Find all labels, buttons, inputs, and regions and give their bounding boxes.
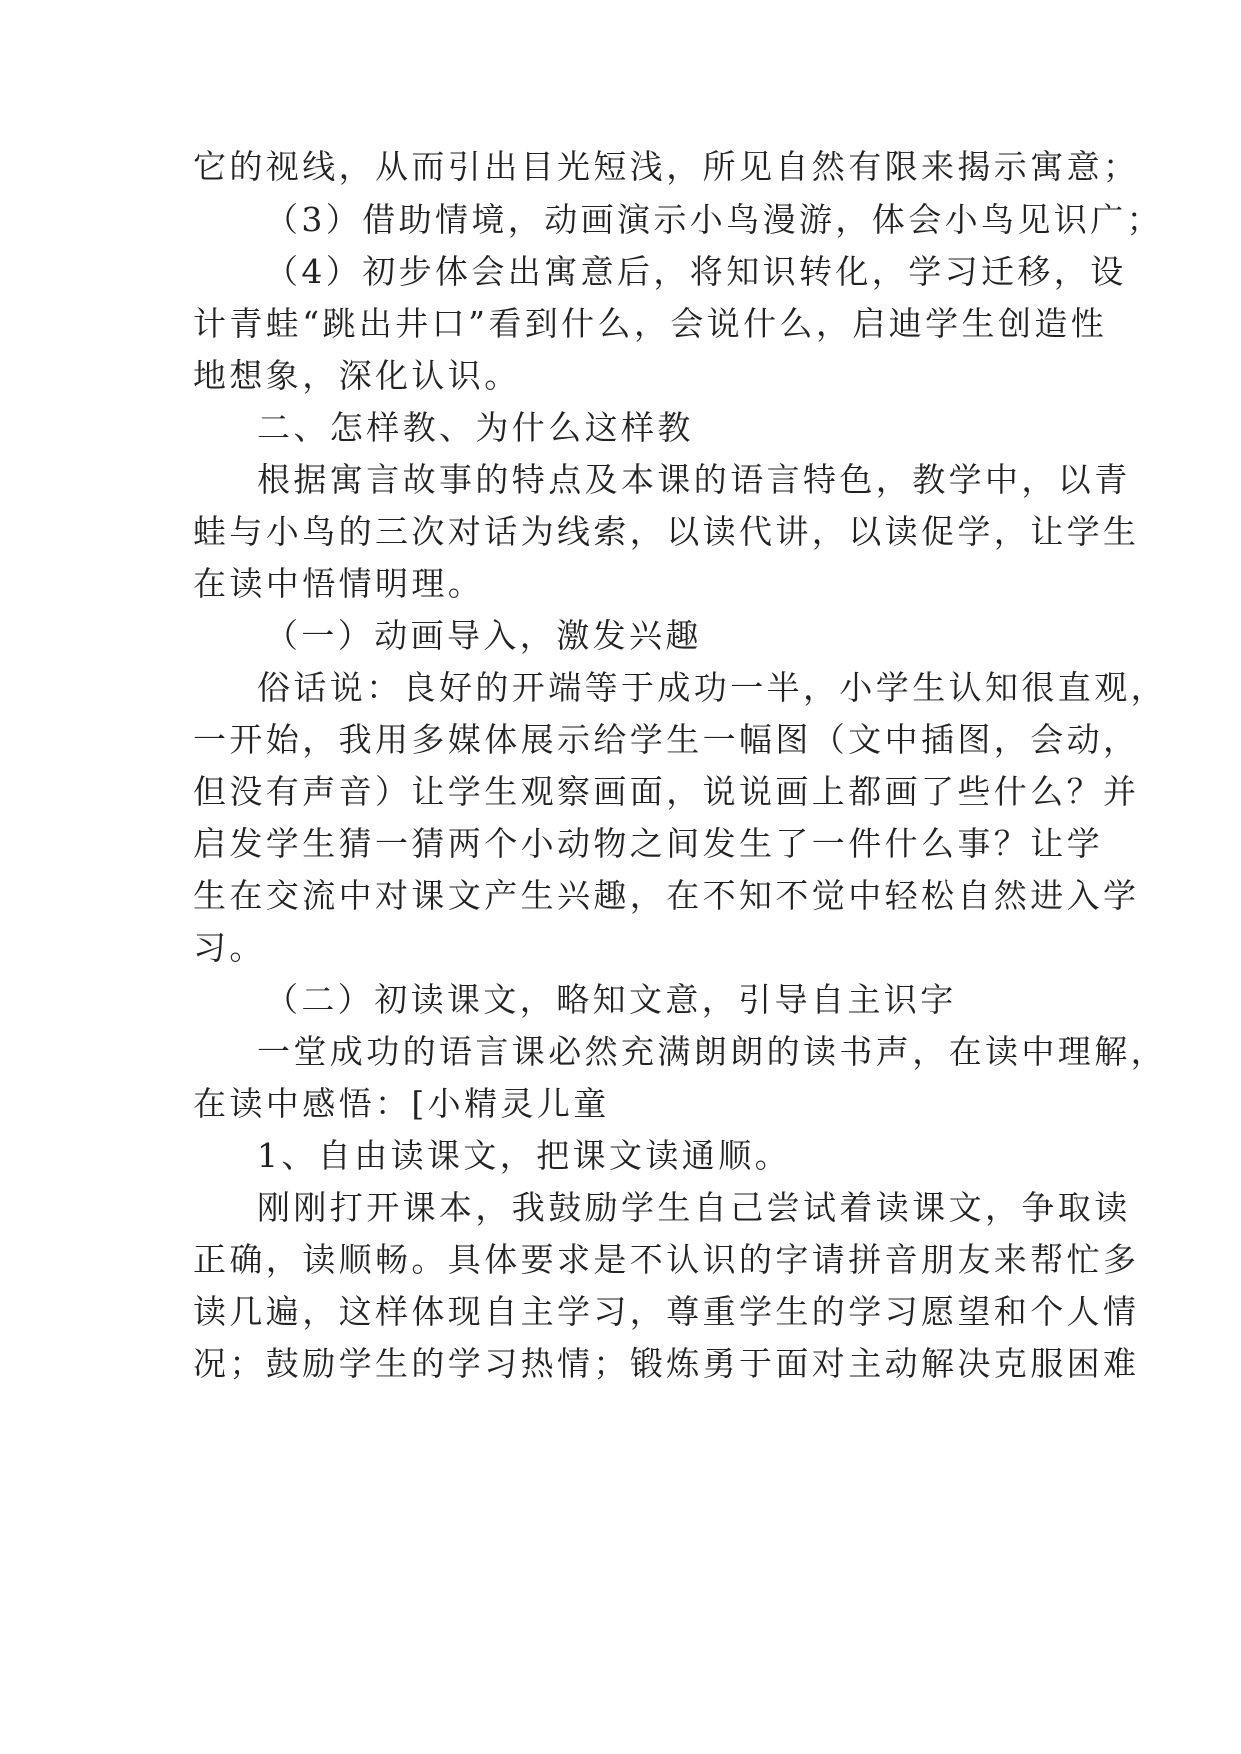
text-line: 地想象，深化认识。 xyxy=(193,356,521,395)
paragraph-start: 一堂成功的语言课必然充满朗朗的读书声，在读中理解， xyxy=(257,1032,1167,1071)
text-line: 习。 xyxy=(193,928,266,967)
subsection-heading-2: （二）初读课文，略知文意，引导自主识字 xyxy=(265,980,957,1019)
text-line: 生在交流中对课文产生兴趣，在不知不觉中轻松自然进入学 xyxy=(193,876,1140,915)
text-line: 蛙与小鸟的三次对话为线索，以读代讲，以读促学，让学生 xyxy=(193,512,1140,551)
section-heading-2: 二、怎样教、为什么这样教 xyxy=(257,408,694,447)
paragraph-start: 刚刚打开课本，我鼓励学生自己尝试着读课文，争取读 xyxy=(257,1188,1131,1227)
text-line: 启发学生猜一猜两个小动物之间发生了一件什么事？让学 xyxy=(193,824,1103,863)
text-line: 一开始，我用多媒体展示给学生一幅图（文中插图，会动， xyxy=(193,720,1140,759)
text-line: 在读中感悟：[小精灵儿童 xyxy=(193,1084,610,1123)
text-line: 读几遍，这样体现自主学习，尊重学生的学习愿望和个人情 xyxy=(193,1292,1140,1331)
text-line: 它的视线，从而引出目光短浅，所见自然有限来揭示寓意； xyxy=(193,147,1140,186)
text-line: 在读中悟情明理。 xyxy=(193,564,485,603)
text-line: 计青蛙“跳出井口”看到什么，会说什么，启迪学生创造性 xyxy=(193,304,1108,343)
list-item-4: （4）初步体会出寓意后，将知识转化，学习迁移，设 xyxy=(265,252,1127,291)
text-line: 但没有声音）让学生观察画面，说说画上都画了些什么？并 xyxy=(193,772,1140,811)
paragraph-start: 根据寓言故事的特点及本课的语言特色，教学中，以青 xyxy=(257,460,1131,499)
list-item-3: （3）借助情境，动画演示小鸟漫游，体会小鸟见识广； xyxy=(265,200,1163,239)
subsection-heading-1: （一）动画导入，激发兴趣 xyxy=(265,616,702,655)
numbered-item-1: 1、自由读课文，把课文读通顺。 xyxy=(257,1136,791,1175)
paragraph-start: 俗话说：良好的开端等于成功一半，小学生认知很直观， xyxy=(257,668,1167,707)
text-line: 正确，读顺畅。具体要求是不认识的字请拼音朋友来帮忙多 xyxy=(193,1240,1140,1279)
text-line: 况；鼓励学生的学习热情；锻炼勇于面对主动解决克服困难 xyxy=(193,1344,1140,1383)
